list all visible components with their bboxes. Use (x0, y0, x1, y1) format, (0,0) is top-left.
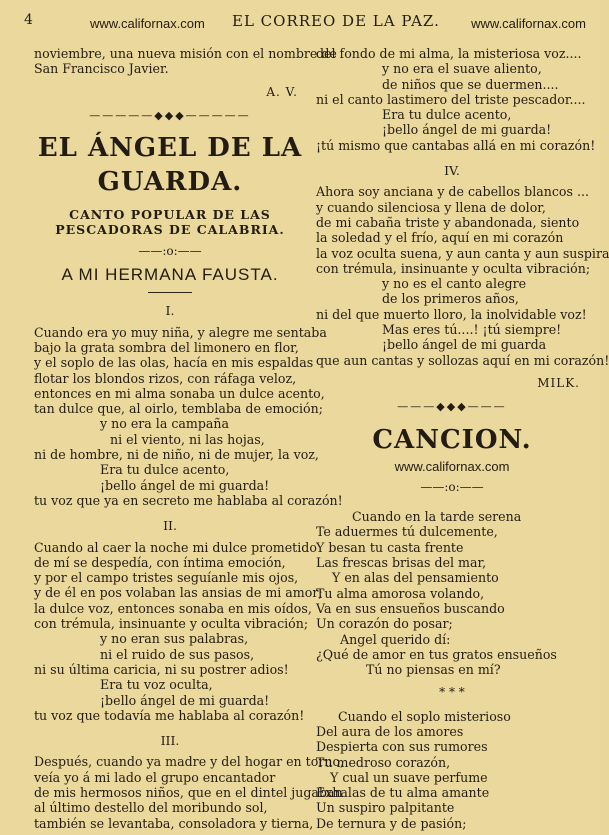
section-number: III. (160, 733, 180, 749)
poem-line: del fondo de mi alma, la misteriosa voz.... (316, 46, 582, 61)
poem-line: ¡bello ángel de mi guarda! (100, 692, 270, 708)
poem-line: de mí se despedía, con íntima emoción, (34, 554, 286, 570)
poem-line: ni su última caricia, ni su postrer adios! (34, 661, 289, 677)
poem-line: la voz oculta suena, y aun canta y aun suspira (316, 245, 609, 261)
poem-line: ¡bello ángel de mi guarda! (100, 477, 270, 493)
poem-line: Ahora soy anciana y de cabellos blancos ... (316, 184, 589, 200)
poem-line: tan dulce que, al oirlo, temblaba de emoción; (34, 401, 323, 417)
section-number: II. (163, 518, 177, 534)
song-line: Despierta con sus rumores (316, 739, 488, 755)
poem-line: y no era el suave aliento, (382, 61, 542, 77)
poem-line: ni de hombre, ni de niño, ni de mujer, la voz, (34, 447, 319, 463)
poem-line: ni el ruido de sus pasos, (100, 646, 255, 662)
poem-line: también se levantaba, consoladora y tierna, (34, 815, 314, 831)
song-line: Tu alma amorosa volando, (316, 585, 485, 601)
song-line: Tú no piensas en mí? (366, 662, 501, 678)
poem-line: ni el viento, ni las hojas, (110, 431, 265, 447)
song-line: Cuando en la tarde serena (352, 509, 522, 525)
poem-subtitle: CANTO POPULAR DE LAS PESCADORAS DE CALABRIA. (55, 207, 285, 238)
song-line: Exhalas de tu alma amante (316, 785, 490, 801)
song-line: Y besan tu casta frente (316, 539, 464, 555)
poem-line: que aun cantas y sollozas aquí en mi corazón! (316, 352, 609, 368)
poem-line: con trémula, insinuante y oculta vibración; (34, 616, 309, 632)
poem-line: ¡tú mismo que cantabas allá en mi corazón! (316, 137, 596, 153)
poem-line: tu voz que ya en secreto me hablaba al corazón! (34, 492, 343, 508)
left-column (34, 46, 345, 831)
site-link-center[interactable]: www.californax.com (394, 458, 510, 474)
poem-line: de mis hermosos niños, que en el dintel jugaban (34, 784, 343, 800)
journal-title: EL CORREO DE LA PAZ. (232, 12, 440, 30)
signature: MILK. (537, 375, 580, 390)
song-line: Y cual un suave perfume (330, 769, 488, 785)
poem-line: Era tu dulce acento, (382, 107, 512, 123)
poem-title: EL ÁNGEL DE LA GUARDA. (37, 133, 303, 198)
poem-line: bajo la grata sombra del limonero en flor, (34, 339, 299, 355)
rule-divider (148, 292, 192, 293)
section-number: I. (165, 303, 175, 319)
song-line: Tu medroso corazón, (316, 754, 451, 770)
poem-line: Cuando era yo muy niña, y alegre me sentaba (34, 324, 327, 340)
poem-line: ni del que muerto lloro, la inolvidable voz! (316, 306, 587, 322)
poem-line: Era tu dulce acento, (100, 462, 230, 478)
song-line: De ternura y de pasión; (316, 815, 467, 831)
section-divider: ——:o:—— (138, 243, 202, 258)
song-line: Un corazón do posar; (316, 616, 453, 632)
stars-separator: * * * (439, 685, 465, 700)
poem-line: veía yo á mi lado el grupo encantador (34, 769, 276, 785)
dedication: A MI HERMANA FAUSTA. (61, 265, 279, 285)
song-line: Del aura de los amores (316, 723, 464, 739)
poem-line: con trémula, insinuante y oculta vibración; (316, 260, 591, 276)
song-line: Cuando el soplo misterioso (338, 708, 511, 724)
poem-line: y el soplo de las olas, hacía en mis espaldas (34, 355, 314, 371)
page-header (10, 10, 588, 32)
poem-line: Cuando al caer la noche mi dulce prometido (34, 539, 317, 555)
site-link-right[interactable]: www.californax.com (471, 16, 586, 31)
song-line: Un suspiro palpitante (316, 800, 455, 816)
poem-line: y cuando silenciosa y llena de dolor, (316, 199, 546, 215)
intro-line: San Francisco Javier. (34, 61, 169, 77)
poem-line: Mas eres tú....! ¡tú siempre! (382, 322, 562, 338)
poem-line: de niños que se duermen.... (382, 76, 559, 92)
site-link-left[interactable]: www.californax.com (90, 16, 205, 31)
poem-line: Después, cuando ya madre y del hogar en torno, (34, 754, 345, 770)
ornament-divider: —————◆◆◆————— (89, 108, 251, 122)
poem-line: tu voz que todavía me hablaba al corazón! (34, 707, 305, 723)
song-line: Y en alas del pensamiento (332, 570, 499, 586)
poem-line: la soledad y el frío, aquí en mi corazón (316, 230, 564, 246)
signature: A. V. (266, 84, 298, 99)
poem-line: y no es el canto alegre (382, 276, 527, 292)
poem-line: de mi cabaña triste y abandonada, siento (316, 214, 580, 230)
intro-line: noviembre, una nueva misión con el nombre de (34, 46, 337, 61)
poem-line: ¡bello ángel de mi guarda! (382, 122, 552, 138)
song-line: ¿Qué de amor en tus gratos ensueños (316, 646, 557, 662)
poem-line: y de él en pos volaban las ansias de mi amor; (34, 585, 323, 601)
page-number: 4 (24, 12, 33, 28)
spacer (316, 501, 588, 509)
ornament-divider: ———◆◆◆——— (397, 400, 507, 414)
poem-line: ¡bello ángel de mi guarda (382, 337, 547, 353)
right-column (316, 46, 609, 831)
poem-line: al último destello del moribundo sol, (34, 800, 268, 816)
poem-line: Era tu voz oculta, (100, 677, 213, 693)
poem-line: de los primeros años, (382, 291, 519, 307)
song-title: CANCION. (372, 424, 532, 455)
song-line: Angel querido dí: (340, 631, 451, 647)
song-line: Las frescas brisas del mar, (316, 555, 487, 571)
section-number: IV. (444, 163, 460, 179)
poem-line: y por el campo tristes seguíanle mis ojos, (34, 570, 299, 586)
poem-line: y no era la campaña (100, 416, 230, 432)
section-divider: ——:o:—— (420, 479, 484, 494)
song-line: Va en sus ensueños buscando (316, 600, 505, 616)
poem-line: flotar los blondos rizos, con ráfaga veloz, (34, 370, 297, 386)
poem-line: entonces en mi alma sonaba un dulce acento, (34, 385, 325, 401)
poem-line: la dulce voz, entonces sonaba en mis oídos, (34, 600, 312, 616)
song-line: Te aduermes tú dulcemente, (316, 524, 498, 540)
poem-line: ni el canto lastimero del triste pescador.... (316, 91, 586, 107)
poem-line: y no eran sus palabras, (100, 631, 249, 647)
